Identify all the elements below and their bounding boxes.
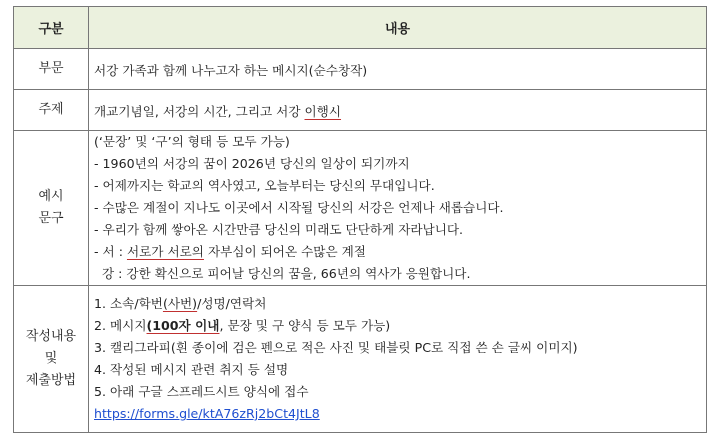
row-content-submission [89, 286, 707, 433]
example-line: - 우리가 함께 쌓아온 시간만큼 당신의 미래도 단단하게 자라납니다. [94, 222, 464, 237]
row-label-examples [14, 131, 89, 286]
row-examples [14, 131, 707, 286]
examples-label-line1: 예시 [38, 189, 64, 204]
submission-item-4: 4. 작성된 메시지 관련 취지 등 설명 [94, 362, 289, 377]
row-content-section: 서강 가족과 함께 나누고자 하는 메시지(순수창작) [89, 49, 707, 90]
header-row [14, 7, 707, 49]
example-acrostic-gang: 강 : 강한 확신으로 피어날 당신의 꿈을, 66년의 역사가 응원합니다. [94, 266, 471, 281]
submission-item-2 [94, 315, 706, 337]
example-line: (‘문장’ 및 ‘구’의 형태 등 모두 가능) [94, 134, 290, 149]
submission-item-5: 5. 아래 구글 스프레드시트 양식에 접수 [94, 384, 309, 399]
submission-label-line1: 작성내용 [25, 329, 77, 344]
google-form-link[interactable]: https://forms.gle/ktA76zRj2bCt4JtL8 [94, 406, 320, 421]
item1-rest: /성명/연락처 [197, 296, 267, 311]
item2-rest: , 문장 및 구 양식 등 모두 가능) [219, 318, 391, 333]
row-label-section: 부문 [14, 49, 89, 90]
row-section [14, 49, 707, 90]
submission-item-1 [94, 293, 706, 315]
submission-link-line [94, 403, 706, 425]
topic-text: 개교기념일, 서강의 시간, 그리고 서강 [94, 103, 305, 119]
header-category: 구분 [14, 7, 89, 49]
info-table [13, 6, 707, 433]
row-label-submission [14, 286, 89, 433]
item2-prefix: 2. 메시지 [94, 318, 147, 333]
row-content-examples [89, 131, 707, 286]
item1-prefix: 1. 소속/학번 [94, 296, 163, 311]
header-content: 내용 [89, 7, 707, 49]
row-submission [14, 286, 707, 433]
row-label-topic: 주제 [14, 90, 89, 131]
example-line: - 수많은 계절이 지나도 이곳에서 시작될 당신의 서강은 언제나 새롭습니다. [94, 200, 504, 215]
item2-bold: (100자 이내 [146, 318, 220, 333]
row-topic [14, 90, 707, 131]
row-content-topic [89, 90, 707, 131]
submission-item-3: 3. 캘리그라피(흰 종이에 검은 펜으로 적은 사진 및 태블릿 PC로 직접 쓴 손 글씨 이미지) [94, 340, 578, 355]
seo-underlined: 서로가 서로의 [126, 244, 204, 259]
example-line: - 1960년의 서강의 꿈이 2026년 당신의 일상이 되기까지 [94, 156, 410, 171]
submission-label-line2: 및 [44, 351, 58, 366]
topic-underlined: 이행시 [304, 103, 342, 119]
item1-underlined: (사번) [162, 296, 198, 311]
submission-label-line3: 제출방법 [25, 373, 77, 388]
example-acrostic-seo [94, 241, 706, 263]
seo-rest: 자부심이 되어온 수많은 계절 [203, 244, 366, 259]
example-line: - 어제까지는 학교의 역사였고, 오늘부터는 당신의 무대입니다. [94, 178, 435, 193]
seo-prefix: - 서 : [94, 244, 127, 259]
examples-label-line2: 문구 [38, 211, 64, 226]
